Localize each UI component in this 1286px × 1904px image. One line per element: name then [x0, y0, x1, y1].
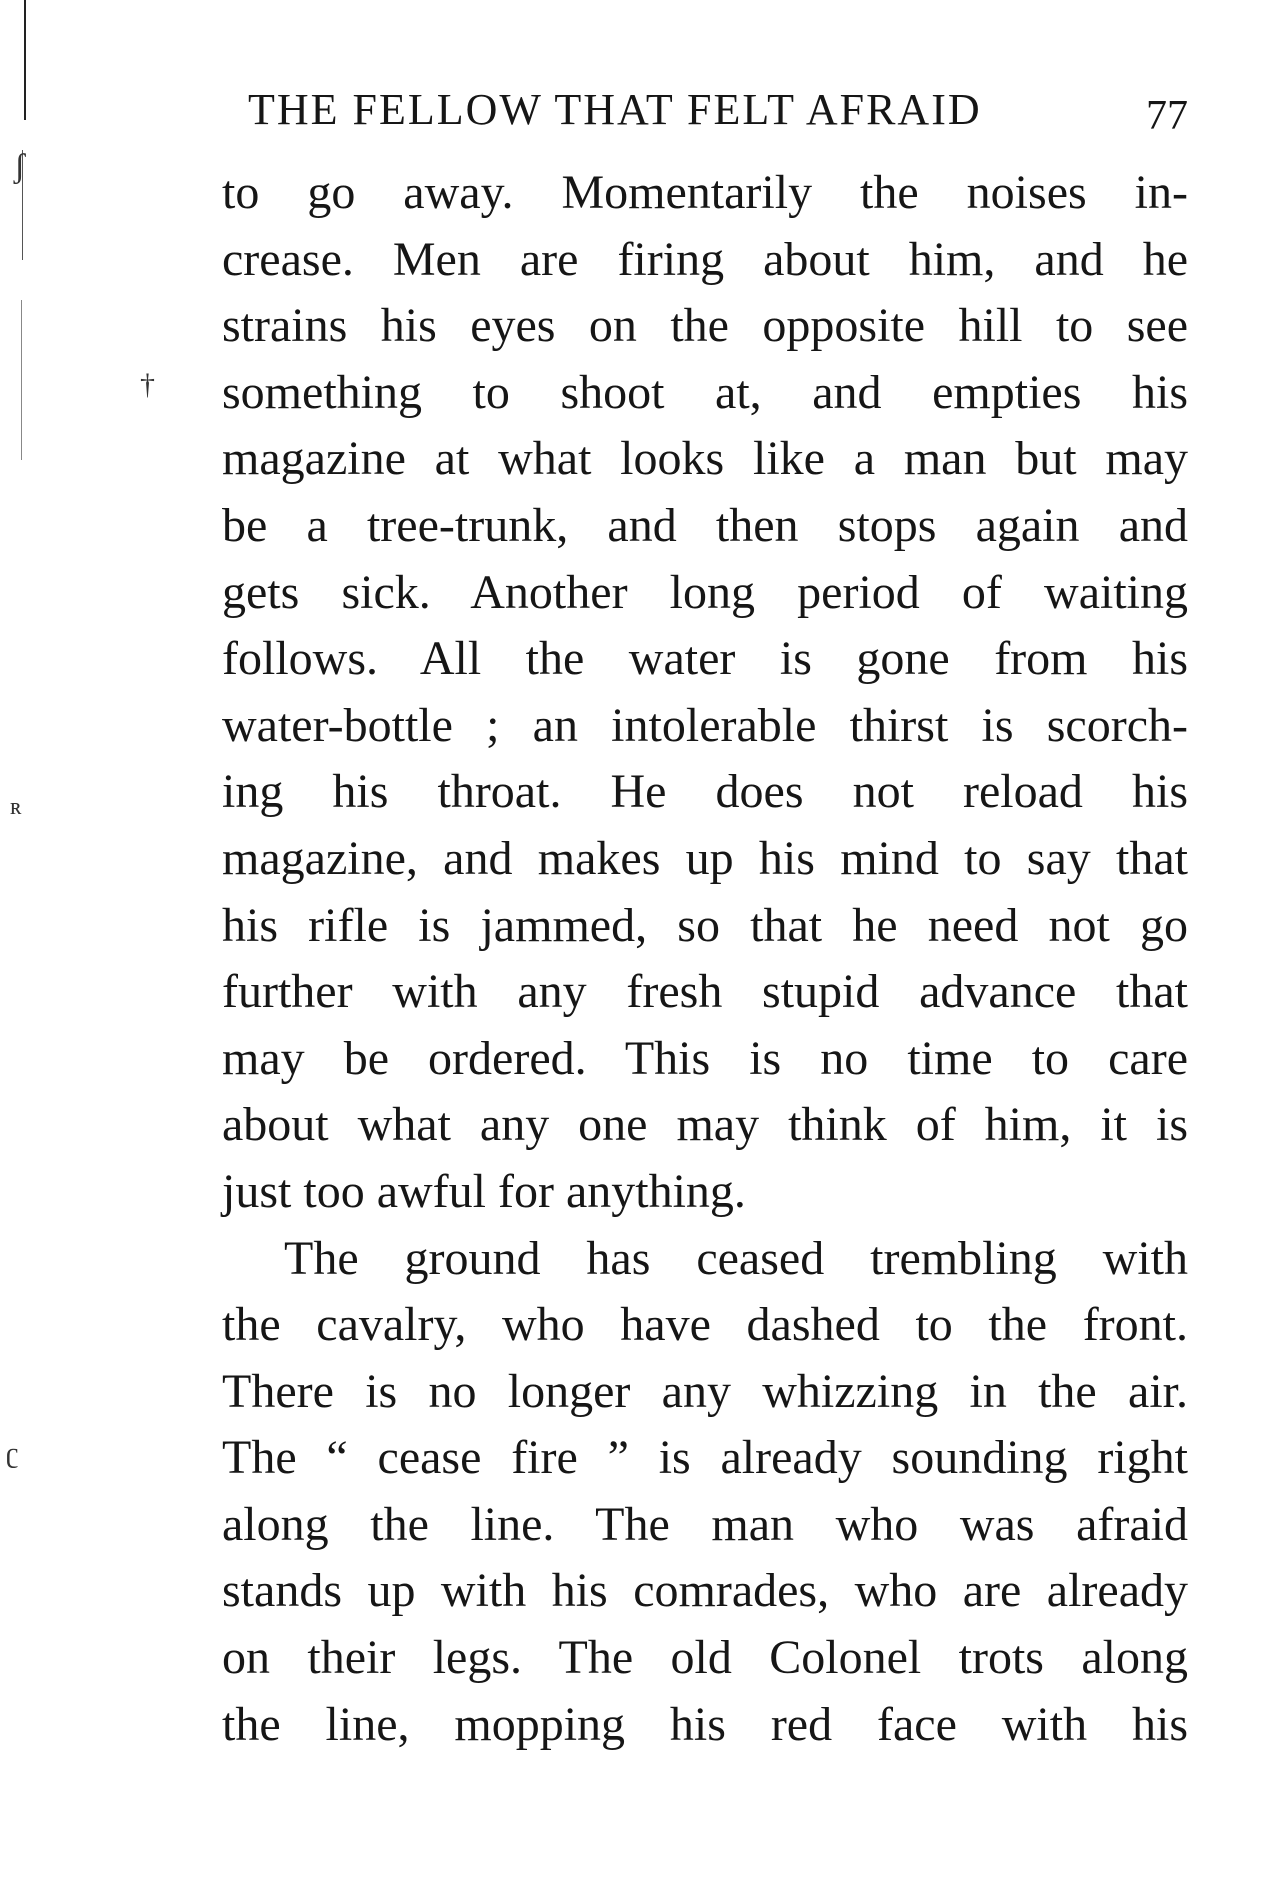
text-line: crease. Men are firing about him, and he	[222, 232, 1188, 286]
text-line: further with any fresh stupid advance that	[222, 965, 1188, 1019]
running-header	[248, 84, 1188, 144]
text-line: be a tree-trunk, and then stops again and	[222, 498, 1188, 552]
scan-edge-line	[21, 300, 22, 460]
paragraph-start-line: The ground has ceased trembling with	[284, 1231, 1188, 1285]
scan-mark: ʃ	[14, 148, 26, 185]
text-line: The “ cease fire ” is already sounding right	[222, 1431, 1188, 1485]
page-number: 77	[1146, 93, 1188, 139]
text-line: on their legs. The old Colonel trots along	[222, 1631, 1188, 1685]
text-line: water-bottle ; an intolerable thirst is scorch-	[222, 698, 1188, 752]
text-line: ing his throat. He does not reload his	[222, 765, 1188, 819]
text-line: something to shoot at, and empties his	[222, 365, 1188, 419]
text-line: strains his eyes on the opposite hill to see	[222, 299, 1188, 353]
scan-mark: †	[140, 368, 155, 401]
text-line: There is no longer any whizzing in the air.	[222, 1364, 1188, 1418]
body-text	[222, 160, 1188, 1758]
text-line: the cavalry, who have dashed to the front.	[222, 1298, 1188, 1352]
text-line: along the line. The man who was afraid	[222, 1497, 1188, 1551]
running-title: THE FELLOW THAT FELT AFRAID	[248, 85, 982, 134]
text-line: to go away. Momentarily the noises in-	[222, 166, 1188, 219]
scan-mark: ʀ	[10, 794, 22, 820]
scan-edge-line	[24, 0, 26, 120]
scan-mark: ʗ	[6, 1438, 19, 1469]
text-line: may be ordered. This is no time to care	[222, 1031, 1188, 1085]
paragraph-end-line: just too awful for anything.	[222, 1164, 746, 1218]
text-line: magazine at what looks like a man but may	[222, 432, 1188, 486]
text-line: magazine, and makes up his mind to say that	[222, 831, 1188, 885]
text-line: about what any one may think of him, it is	[222, 1098, 1188, 1152]
text-line: his rifle is jammed, so that he need not go	[222, 898, 1188, 952]
text-line: follows. All the water is gone from his	[222, 632, 1188, 686]
text-line: the line, mopping his red face with his	[222, 1697, 1188, 1751]
text-line: stands up with his comrades, who are already	[222, 1564, 1188, 1618]
text-line: gets sick. Another long period of waiting	[222, 565, 1188, 619]
